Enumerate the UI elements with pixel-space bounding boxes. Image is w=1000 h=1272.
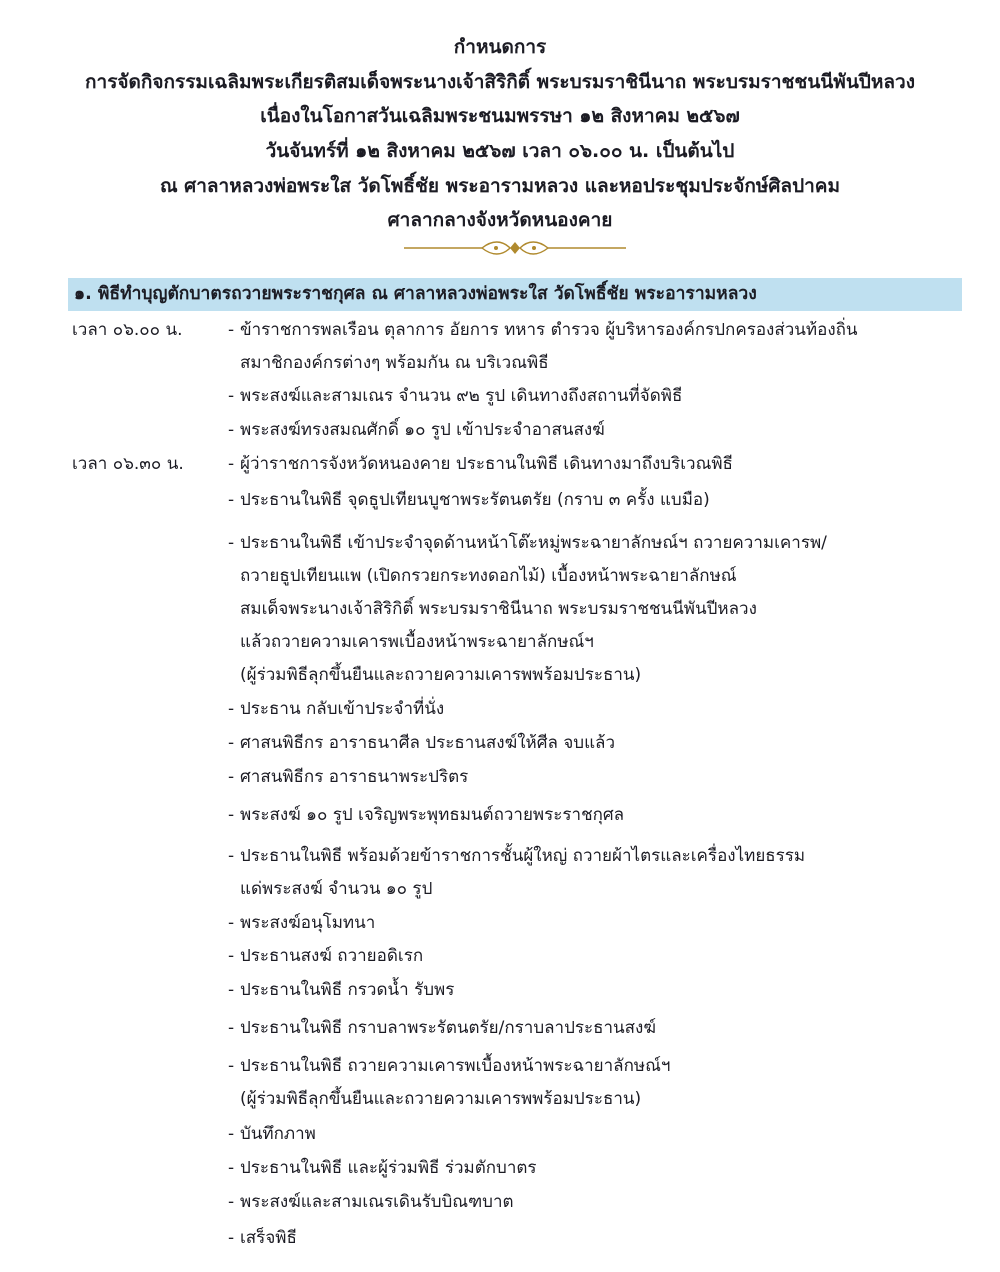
schedule-item: - ผู้ว่าราชการจังหวัดหนองคาย ประธานในพิธี เดินทางมาถึงบริเวณพิธี [228, 454, 733, 474]
schedule-item: - ศาสนพิธีกร อาราธนาพระปริตร [228, 767, 469, 787]
time-label-0600: เวลา ๐๖.๐๐ น. [72, 320, 183, 340]
section-header-bar [68, 278, 962, 311]
venue-line-2: ศาลากลางจังหวัดหนองคาย [387, 209, 613, 231]
schedule-item: - ประธานในพิธี กราบลาพระรัตนตรัย/กราบลาประธานสงฆ์ [228, 1018, 656, 1038]
schedule-item-continuation: แล้วถวายความเคารพเบื้องหน้าพระฉายาลักษณ์ฯ [240, 632, 594, 652]
schedule-item-continuation: สมเด็จพระนางเจ้าสิริกิติ์ พระบรมราชินีนาถ พระบรมราชชนนีพันปีหลวง [240, 599, 757, 619]
schedule-item: - ประธานสงฆ์ ถวายอดิเรก [228, 946, 424, 966]
schedule-item: - ประธานในพิธี พร้อมด้วยข้าราชการชั้นผู้ใหญ่ ถวายผ้าไตรและเครื่องไทยธรรม [228, 846, 806, 866]
schedule-item: - ประธานในพิธี กรวดน้ำ รับพร [228, 980, 455, 1000]
schedule-item: - ประธานในพิธี เข้าประจำจุดด้านหน้าโต๊ะหมู่พระฉายาลักษณ์ฯ ถวายความเคารพ/ [228, 533, 827, 553]
section-title: ๑. พิธีทำบุญตักบาตรถวายพระราชกุศล ณ ศาลาหลวงพ่อพระใส วัดโพธิ์ชัย พระอารามหลวง [74, 284, 757, 304]
schedule-item-continuation: (ผู้ร่วมพิธีลุกขึ้นยืนและถวายความเคารพพร้อมประธาน) [240, 665, 642, 685]
document-title: กำหนดการ [453, 36, 547, 58]
schedule-item: - ศาสนพิธีกร อาราธนาศีล ประธานสงฆ์ให้ศีล จบแล้ว [228, 733, 616, 753]
schedule-item: - ประธาน กลับเข้าประจำที่นั่ง [228, 699, 445, 719]
venue-line: ณ ศาลาหลวงพ่อพระใส วัดโพธิ์ชัย พระอารามหลวง และหอประชุมประจักษ์ศิลปาคม [159, 175, 841, 197]
ornament-divider [402, 236, 628, 260]
schedule-item: - ประธานในพิธี ถวายความเคารพเบื้องหน้าพระฉายาลักษณ์ฯ [228, 1056, 671, 1076]
schedule-item: - พระสงฆ์และสามเณรเดินรับบิณฑบาต [228, 1192, 514, 1212]
schedule-item-continuation: สมาชิกองค์กรต่างๆ พร้อมกัน ณ บริเวณพิธี [240, 353, 549, 373]
time-label-0630: เวลา ๐๖.๓๐ น. [72, 454, 184, 474]
schedule-item: - พระสงฆ์อนุโมทนา [228, 913, 376, 933]
schedule-item: - ประธานในพิธี จุดธูปเทียนบูชาพระรัตนตรัย (กราบ ๓ ครั้ง แบมือ) [228, 490, 710, 510]
schedule-item-continuation: ถวายธูปเทียนแพ (เปิดกรวยกระทงดอกไม้) เบื้องหน้าพระฉายาลักษณ์ [240, 566, 737, 586]
schedule-item: - พระสงฆ์ทรงสมณศักดิ์ ๑๐ รูป เข้าประจำอาสนสงฆ์ [228, 420, 605, 440]
schedule-item-continuation: แด่พระสงฆ์ จำนวน ๑๐ รูป [240, 879, 433, 899]
event-title: การจัดกิจกรรมเฉลิมพระเกียรติสมเด็จพระนางเจ้าสิริกิติ์ พระบรมราชินีนาถ พระบรมราชชนนีพันปีหลวง [85, 71, 915, 93]
schedule-item: - พระสงฆ์ ๑๐ รูป เจริญพระพุทธมนต์ถวายพระราชกุศล [228, 805, 625, 825]
schedule-item: - บันทึกภาพ [228, 1124, 316, 1144]
occasion-line: เนื่องในโอกาสวันเฉลิมพระชนมพรรษา ๑๒ สิงหาคม ๒๕๖๗ [260, 105, 740, 127]
schedule-item-continuation: (ผู้ร่วมพิธีลุกขึ้นยืนและถวายความเคารพพร้อมประธาน) [240, 1089, 642, 1109]
schedule-item: - ประธานในพิธี และผู้ร่วมพิธี ร่วมตักบาตร [228, 1158, 537, 1178]
schedule-item: - ข้าราชการพลเรือน ตุลาการ อัยการ ทหาร ตำรวจ ผู้บริหารองค์กรปกครองส่วนท้องถิ่น [228, 320, 858, 340]
date-time-line: วันจันทร์ที่ ๑๒ สิงหาคม ๒๕๖๗ เวลา ๐๖.๐๐ น. เป็นต้นไป [265, 140, 735, 162]
schedule-item: - พระสงฆ์และสามเณร จำนวน ๙๒ รูป เดินทางถึงสถานที่จัดพิธี [228, 386, 683, 406]
schedule-item: - เสร็จพิธี [228, 1228, 297, 1248]
